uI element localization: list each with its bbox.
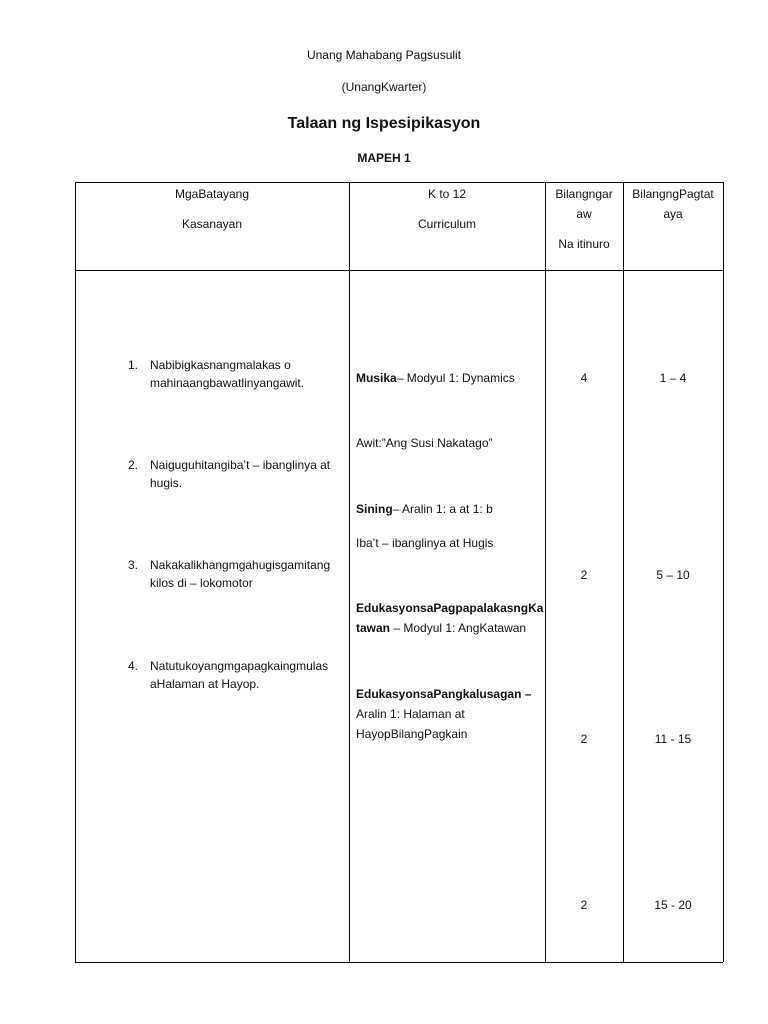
subject-label: MAPEH 1 [357,151,411,165]
table-border-right [723,182,724,962]
header-divider [75,270,723,271]
table-border-left [75,182,76,962]
competency-text: Naiguguhitangiba’t – ibanglinya at [150,458,331,472]
curriculum-module: Aralin 1: Halaman at [356,707,465,721]
quarter-label: (UnangKwarter) [341,80,427,94]
competency-text: mahinaangbawatlinyangawit. [150,376,305,390]
item-range: 5 – 10 [656,568,690,582]
item-range: 1 – 4 [659,371,687,385]
curriculum-musika [356,368,515,388]
days-value: 2 [580,898,588,912]
awit-label: Awit: [356,436,382,450]
competency-text: kilos di – lokomotor [150,576,253,590]
curriculum-awit [356,433,493,453]
curriculum-module: HayopBilangPagkain [356,727,468,741]
list-number: 1. [127,358,138,372]
table-border-top [75,182,723,183]
exam-title: Unang Mahabang Pagsusulit [306,48,462,62]
days-value: 2 [580,568,588,582]
curriculum-topic: Iba’t – ibanglinya at Hugis [356,536,494,550]
list-number: 3. [127,558,138,572]
curriculum-sining [356,499,493,519]
days-value: 2 [580,732,588,746]
awit-title: ”Ang Susi Nakatago” [381,436,493,450]
document-heading: Talaan ng Ispesipikasyon [287,115,481,132]
curriculum-module: – Modyul 1: AngKatawan [390,621,527,635]
list-number: 2. [127,458,138,472]
header-competencies: MgaBatayang Kasanayan [174,187,250,231]
curriculum-module: – Modyul 1: Dynamics [396,371,515,385]
curriculum-area: Musika [356,371,397,385]
curriculum-area: EdukasyonsaPangkalusagan – [356,687,532,701]
header-item-numbers: BilangngPagtat aya [632,187,714,221]
competency-text: Nakakalikhangmgahugisgamitang [150,558,331,572]
header-curriculum: K to 12 Curriculum [417,187,476,231]
competency-text: hugis. [150,476,183,490]
curriculum-pe-module [356,618,526,638]
item-range: 11 - 15 [654,732,692,746]
curriculum-module: – Aralin 1: a at 1: b [392,502,493,516]
curriculum-area: tawan [356,621,391,635]
list-number: 4. [127,659,138,673]
competency-text: aHalaman at Hayop. [150,677,260,691]
curriculum-area: Sining [356,502,393,516]
competency-text: Nabibigkasnangmalakas o [150,358,291,372]
curriculum-area: EdukasyonsaPagpapalakasngKa [356,601,544,615]
days-value: 4 [580,371,588,385]
column-divider [349,182,350,962]
header-days-taught: Bilangngar aw Na itinuro [555,187,613,251]
item-range: 15 - 20 [654,898,692,912]
table-border-bottom [75,962,723,963]
competency-text: Natutukoyangmgapagkaingmulas [150,659,329,673]
